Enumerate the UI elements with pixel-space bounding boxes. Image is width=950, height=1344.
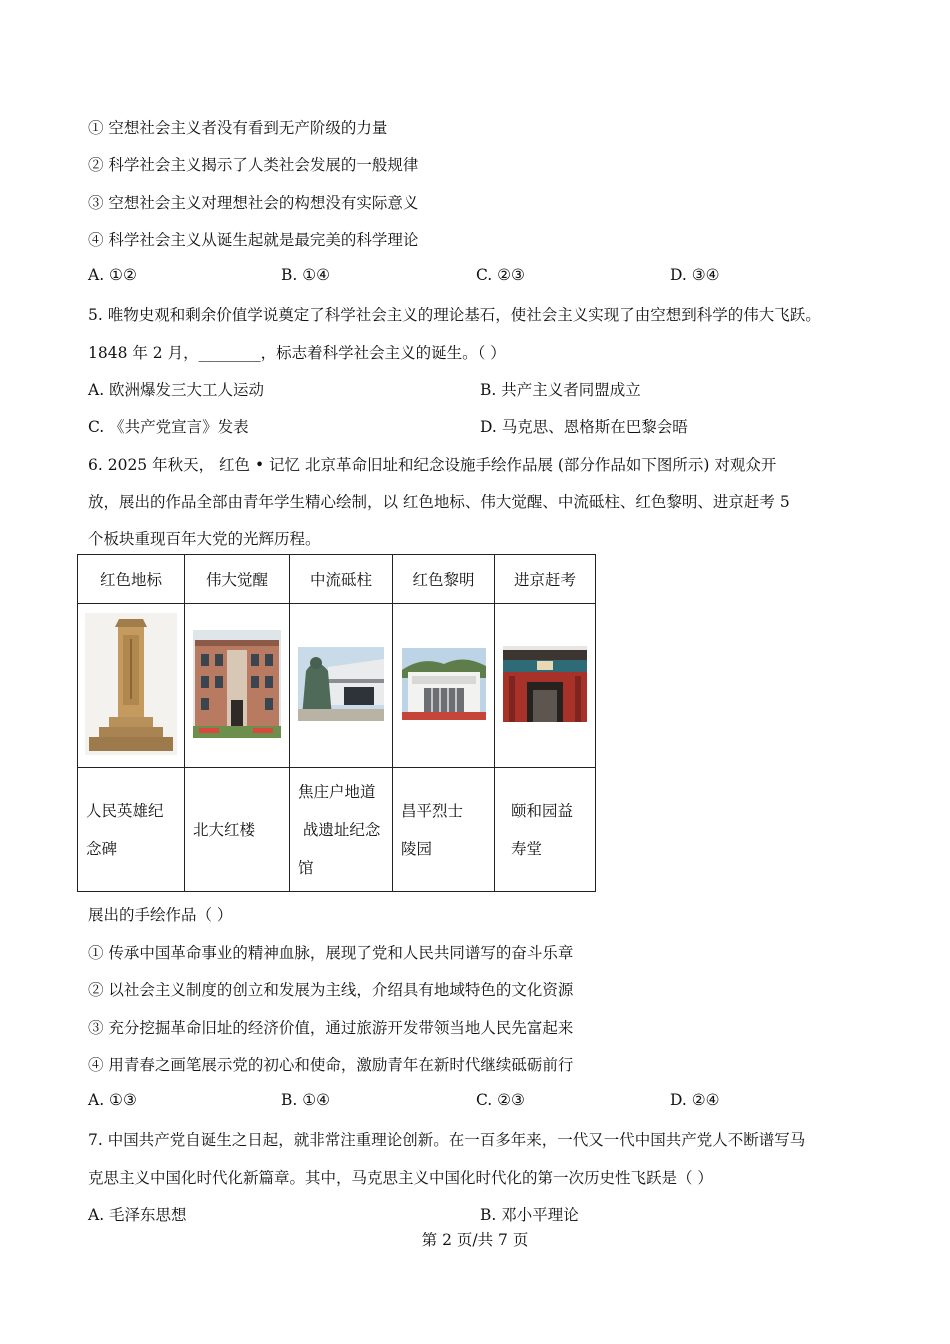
image-cell-4 xyxy=(393,604,495,768)
q6-stem-line1: 6. 2025 年秋天， 红色 • 记忆 北京革命旧址和纪念设施手绘作品展 (部分作品如下图所示) 对观众开 xyxy=(88,456,777,474)
header-cell-5: 进京赶考 xyxy=(495,555,596,604)
q5-option-a[interactable]: A. 欧洲爆发三大工人运动 xyxy=(88,381,265,399)
q6-item-1: ① 传承中国革命事业的精神血脉，展现了党和人民共同谱写的奋斗乐章 xyxy=(88,944,574,962)
name-line: 昌平烈士 xyxy=(401,801,464,820)
q6-option-b[interactable]: B. ①④ xyxy=(281,1091,331,1109)
header-cell-1: 红色地标 xyxy=(78,555,185,604)
exhibit-image-row xyxy=(78,604,596,768)
summer-palace-yishoutang-image xyxy=(503,646,587,722)
header-cell-2: 伟大觉醒 xyxy=(185,555,290,604)
q6-stem-line3: 个板块重现百年大党的光辉历程。 xyxy=(88,530,321,548)
name-line: 战遗址纪念 xyxy=(298,820,381,839)
exhibit-table xyxy=(77,554,596,892)
q6-option-a[interactable]: A. ①③ xyxy=(88,1091,137,1109)
q5-option-b[interactable]: B. 共产主义者同盟成立 xyxy=(480,381,641,399)
header-cell-3: 中流砥柱 xyxy=(290,555,393,604)
q4-item-3: ③ 空想社会主义对理想社会的构想没有实际意义 xyxy=(88,194,419,212)
name-cell-5 xyxy=(495,768,596,892)
peking-univ-red-building-image xyxy=(193,630,281,738)
name-line: 馆 xyxy=(298,858,314,877)
q7-option-b[interactable]: B. 邓小平理论 xyxy=(480,1206,579,1224)
image-cell-3 xyxy=(290,604,393,768)
q6-item-3: ③ 充分挖掘革命旧址的经济价值，通过旅游开发带领当地人民先富起来 xyxy=(88,1019,574,1037)
header-cell-4: 红色黎明 xyxy=(393,555,495,604)
name-line: 念碑 xyxy=(86,839,118,858)
q4-option-a[interactable]: A. ①② xyxy=(88,266,137,284)
q4-item-4: ④ 科学社会主义从诞生起就是最完美的科学理论 xyxy=(88,231,419,249)
q6-option-d[interactable]: D. ②④ xyxy=(670,1091,720,1109)
q7-stem-line2: 克思主义中国化时代化新篇章。其中，马克思主义中国化时代化的第一次历史性飞跃是（ ） xyxy=(88,1169,713,1187)
q4-option-b[interactable]: B. ①④ xyxy=(281,266,331,284)
name-cell-3 xyxy=(290,768,393,892)
name-line: 焦庄户地道 xyxy=(298,782,376,801)
q6-question-stem: 展出的手绘作品（ ） xyxy=(88,906,233,924)
name-line: 北大红楼 xyxy=(193,820,256,839)
tunnel-war-memorial-image xyxy=(298,647,384,721)
monument-image xyxy=(85,613,177,755)
q7-stem-line1: 7. 中国共产党自诞生之日起，就非常注重理论创新。在一百多年来，一代又一代中国共产党人不断谱写马 xyxy=(88,1131,806,1149)
q6-option-c[interactable]: C. ②③ xyxy=(476,1091,525,1109)
q6-stem-line2: 放，展出的作品全部由青年学生精心绘制，以 红色地标、伟大觉醒、中流砥柱、红色黎明、进京赶考 5 xyxy=(88,493,790,511)
q4-item-1: ① 空想社会主义者没有看到无产阶级的力量 xyxy=(88,119,388,137)
q6-item-2: ② 以社会主义制度的创立和发展为主线，介绍具有地域特色的文化资源 xyxy=(88,981,574,999)
name-line: 颐和园益 xyxy=(511,801,574,820)
q4-option-d[interactable]: D. ③④ xyxy=(670,266,720,284)
image-cell-2 xyxy=(185,604,290,768)
name-line: 陵园 xyxy=(401,839,433,858)
name-line: 寿堂 xyxy=(511,839,543,858)
q5-stem-line2: 1848 年 2 月，________，标志着科学社会主义的诞生。（ ） xyxy=(88,344,506,362)
q5-option-c[interactable]: C. 《共产党宣言》发表 xyxy=(88,418,249,436)
exhibit-name-row xyxy=(78,768,596,892)
name-line: 人民英雄纪 xyxy=(86,801,164,820)
exhibit-header-row xyxy=(78,555,596,604)
q5-option-d[interactable]: D. 马克思、恩格斯在巴黎会晤 xyxy=(480,418,688,436)
q7-option-a[interactable]: A. 毛泽东思想 xyxy=(88,1206,187,1224)
q4-item-2: ② 科学社会主义揭示了人类社会发展的一般规律 xyxy=(88,156,419,174)
q6-item-4: ④ 用青春之画笔展示党的初心和使命，激励青年在新时代继续砥砺前行 xyxy=(88,1056,574,1074)
q5-stem-line1: 5. 唯物史观和剩余价值学说奠定了科学社会主义的理论基石，使社会主义实现了由空想到科学的伟大飞跃。 xyxy=(88,306,821,324)
image-cell-1 xyxy=(78,604,185,768)
page-footer: 第 2 页/共 7 页 xyxy=(421,1231,529,1249)
name-cell-2 xyxy=(185,768,290,892)
q4-option-c[interactable]: C. ②③ xyxy=(476,266,525,284)
image-cell-5 xyxy=(495,604,596,768)
changping-cemetery-image xyxy=(402,648,486,720)
name-cell-1 xyxy=(78,768,185,892)
name-cell-4 xyxy=(393,768,495,892)
